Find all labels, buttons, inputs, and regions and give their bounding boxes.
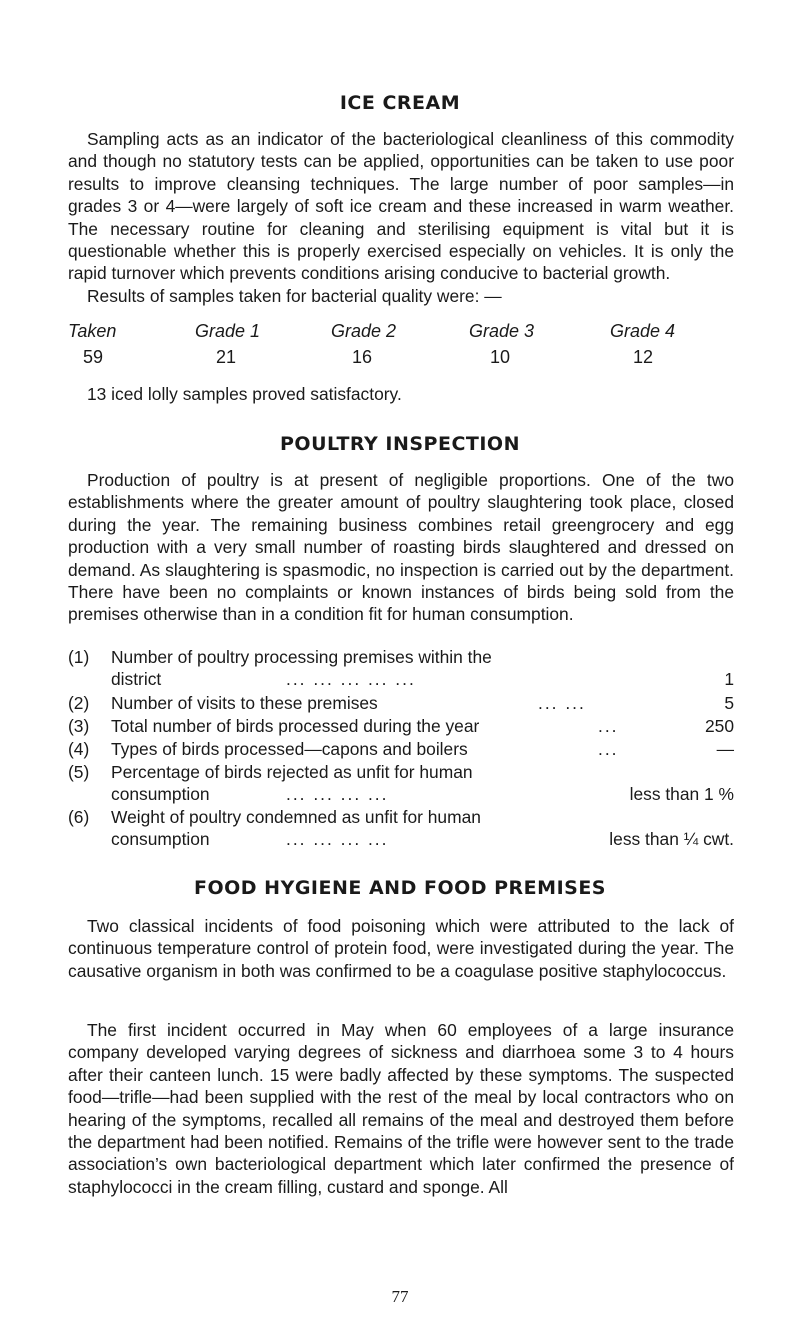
item-leader: ...: [598, 716, 619, 736]
poultry-item-3: [68, 715, 738, 739]
item-leader: ... ... ... ... ...: [286, 669, 416, 689]
iced-lolly-note: 13 iced lolly samples proved satisfactory.: [87, 384, 402, 404]
item-leader: ... ... ... ...: [286, 829, 389, 849]
item-leader: ... ... ... ...: [286, 784, 389, 804]
value-grade-4: 12: [632, 347, 654, 367]
item-text: Weight of poultry condemned as unfit for human: [111, 807, 481, 827]
item-value: less than ¼ cwt.: [609, 829, 734, 849]
ice-cream-heading: ICE CREAM: [339, 92, 461, 114]
item-text-continued: district: [111, 669, 162, 689]
poultry-item-1: [68, 646, 738, 692]
item-value: 250: [704, 716, 734, 736]
value-taken: 59: [82, 347, 104, 367]
value-grade-2: 16: [351, 347, 373, 367]
poultry-paragraph: Production of poultry is at present of negligible proportions. One of the two establishments where the greater amount of poultry slaughtering took place, closed during the year. The remaining business combines retail greengrocery and egg production with a very small number of roasting birds slaughtered and dressed on demand. As slaughtering is spasmodic, no inspection is carried out by the department. There have been no complaints or known instances of birds being sold from the premises otherwise than in a condition fit for human consumption.: [68, 470, 734, 625]
item-number: (5): [68, 762, 90, 782]
poultry-item-6: [68, 806, 738, 852]
value-grade-1: 21: [215, 347, 237, 367]
item-number: (2): [68, 693, 90, 713]
item-text: Number of poultry processing premises within the: [111, 647, 492, 667]
poultry-heading: POULTRY INSPECTION: [280, 433, 520, 455]
col-grade-2: Grade 2: [331, 321, 397, 341]
item-number: (4): [68, 739, 90, 759]
grades-table-values: [68, 347, 734, 371]
item-text-continued: consumption: [111, 784, 210, 804]
item-leader: ... ...: [538, 693, 586, 713]
item-text-continued: consumption: [111, 829, 210, 849]
value-grade-3: 10: [489, 347, 511, 367]
item-value: —: [716, 739, 734, 759]
item-number: (1): [68, 647, 90, 667]
item-text: Types of birds processed—capons and boilers: [111, 739, 468, 759]
item-text: Total number of birds processed during the year: [111, 716, 480, 736]
col-grade-3: Grade 3: [469, 321, 535, 341]
item-number: (3): [68, 716, 90, 736]
item-value: 1: [724, 669, 734, 689]
results-intro: Results of samples taken for bacterial quality were: —: [87, 286, 502, 306]
item-text: Number of visits to these premises: [111, 693, 378, 713]
item-value: 5: [724, 693, 734, 713]
col-taken: Taken: [68, 321, 117, 341]
poultry-item-5: [68, 761, 738, 807]
col-grade-1: Grade 1: [195, 321, 261, 341]
food-hygiene-paragraph-2: The first incident occurred in May when 60 employees of a large insurance company developed varying degrees of sickness and diarrhoea some 3 to 4 hours after their canteen lunch. 15 were badly affected by these symptoms. The suspected food—trifle—had been supplied with the rest of the meal by local contractors who on hearing of the symptoms, recalled all remains of the meal and destroyed them before the department had been notified. Remains of the trifle were however sent to the trade association’s own bacteriological department which later confirmed the presence of staphylococci in the cream filling, custard and sponge. All: [68, 1020, 734, 1197]
food-hygiene-heading: FOOD HYGIENE AND FOOD PREMISES: [194, 877, 606, 899]
item-text: Percentage of birds rejected as unfit for human: [111, 762, 473, 782]
grades-table-header: [68, 321, 734, 345]
page-number: 77: [391, 1287, 409, 1306]
item-value: less than 1 %: [629, 784, 734, 804]
ice-cream-paragraph: Sampling acts as an indicator of the bacteriological cleanliness of this commodity and though no statutory tests can be applied, opportunities can be taken to use poor results to improve cleansing techniques. The large number of poor samples—in grades 3 or 4—were largely of soft ice cream and these increased in warm weather. The necessary routine for cleaning and sterilising equipment is vital but it is questionable whether this is properly exercised especially on vehicles. It is only the rapid turnover which prevents conditions arising conducive to bacterial growth.: [68, 129, 734, 284]
poultry-item-2: [68, 692, 738, 716]
col-grade-4: Grade 4: [610, 321, 676, 341]
item-number: (6): [68, 807, 90, 827]
item-leader: ...: [598, 739, 619, 759]
poultry-item-4: [68, 738, 738, 762]
food-hygiene-paragraph-1: Two classical incidents of food poisoning which were attributed to the lack of continuous temperature control of protein food, were investigated during the year. The causative organism in both was confirmed to be a coagulase positive staphylococcus.: [68, 916, 734, 981]
